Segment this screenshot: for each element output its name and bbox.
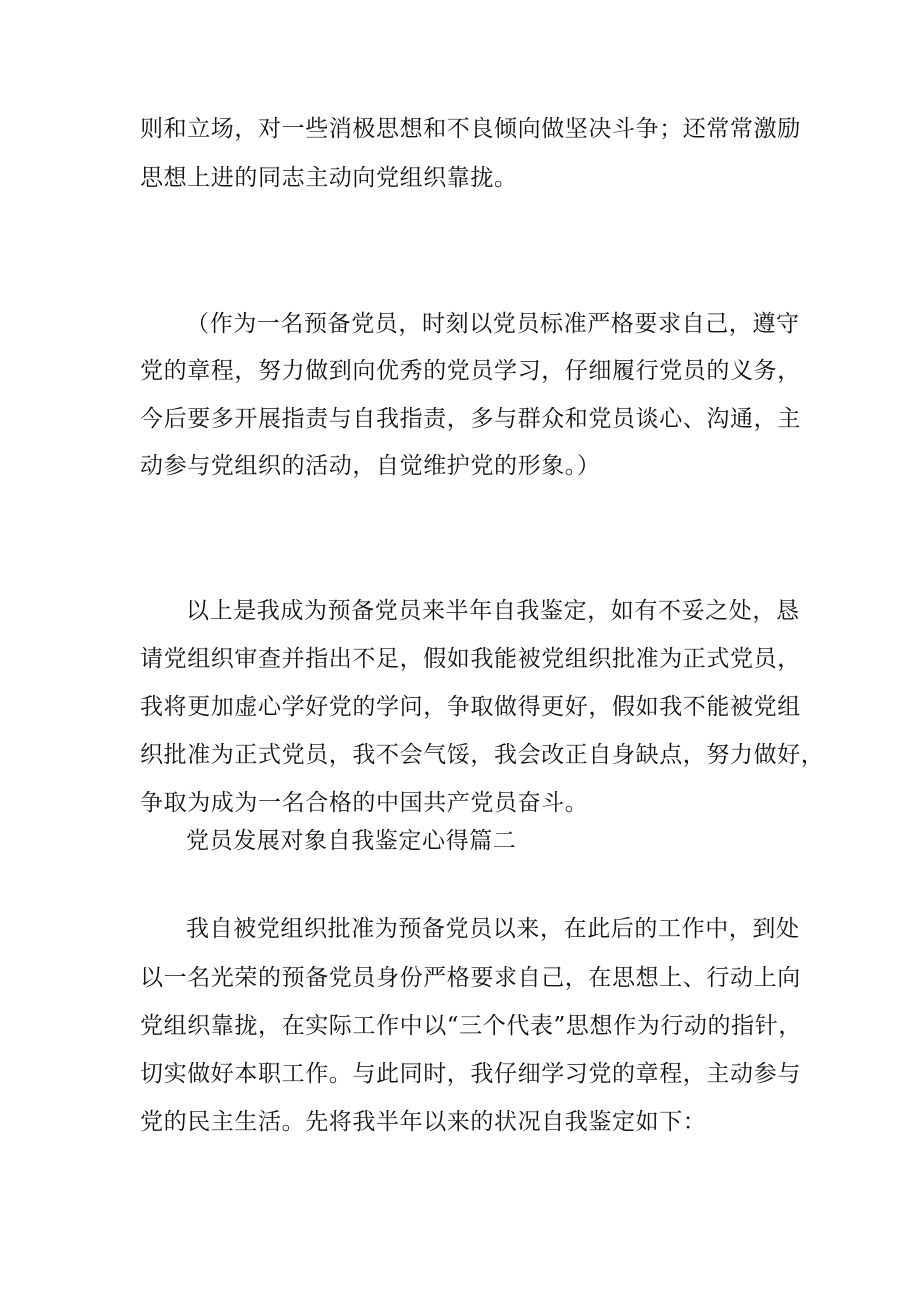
paragraph-2-line-4: 动参与党组织的活动，自觉维护党的形象。） — [140, 453, 601, 479]
section-heading: 党员发展对象自我鉴定心得篇二 — [186, 828, 517, 854]
paragraph-4-line-1: 我自被党组织批准为预备党员以来，在此后的工作中，到处 — [186, 916, 800, 942]
paragraph-4-line-3: 党组织靠拢，在实际工作中以“三个代表”思想作为行动的指针， — [140, 1013, 802, 1039]
paragraph-3-line-1: 以上是我成为预备党员来半年自我鉴定，如有不妥之处，恳 — [186, 598, 800, 624]
paragraph-2-line-3: 今后要多开展指责与自我指责，多与群众和党员谈心、沟通，主 — [140, 406, 801, 432]
paragraph-2-line-1: （作为一名预备党员，时刻以党员标准严格要求自己，遵守 — [186, 311, 800, 337]
paragraph-3-line-5: 争取为成为一名合格的中国共产党员奋斗。 — [140, 790, 589, 816]
paragraph-4-line-5: 党的民主生活。先将我半年以来的状况自我鉴定如下： — [140, 1109, 707, 1135]
paragraph-3-line-3: 我将更加虚心学好党的学问，争取做得更好，假如我不能被党组 — [140, 694, 801, 720]
paragraph-3-line-4: 织批准为正式党员，我不会气馁，我会改正自身缺点，努力做好， — [140, 742, 825, 768]
paragraph-1-line-2: 思想上进的同志主动向党组织靠拢。 — [140, 165, 518, 191]
paragraph-1-line-1: 则和立场，对一些消极思想和不良倾向做坚决斗争；还常常激励 — [140, 116, 801, 142]
paragraph-2-line-2: 党的章程，努力做到向优秀的党员学习，仔细履行党员的义务， — [140, 358, 801, 384]
paragraph-4-line-4: 切实做好本职工作。与此同时，我仔细学习党的章程，主动参与 — [140, 1061, 801, 1087]
paragraph-3-line-2: 请党组织审查并指出不足，假如我能被党组织批准为正式党员， — [140, 646, 801, 672]
paragraph-4-line-2: 以一名光荣的预备党员身份严格要求自己，在思想上、行动上向 — [140, 965, 801, 991]
